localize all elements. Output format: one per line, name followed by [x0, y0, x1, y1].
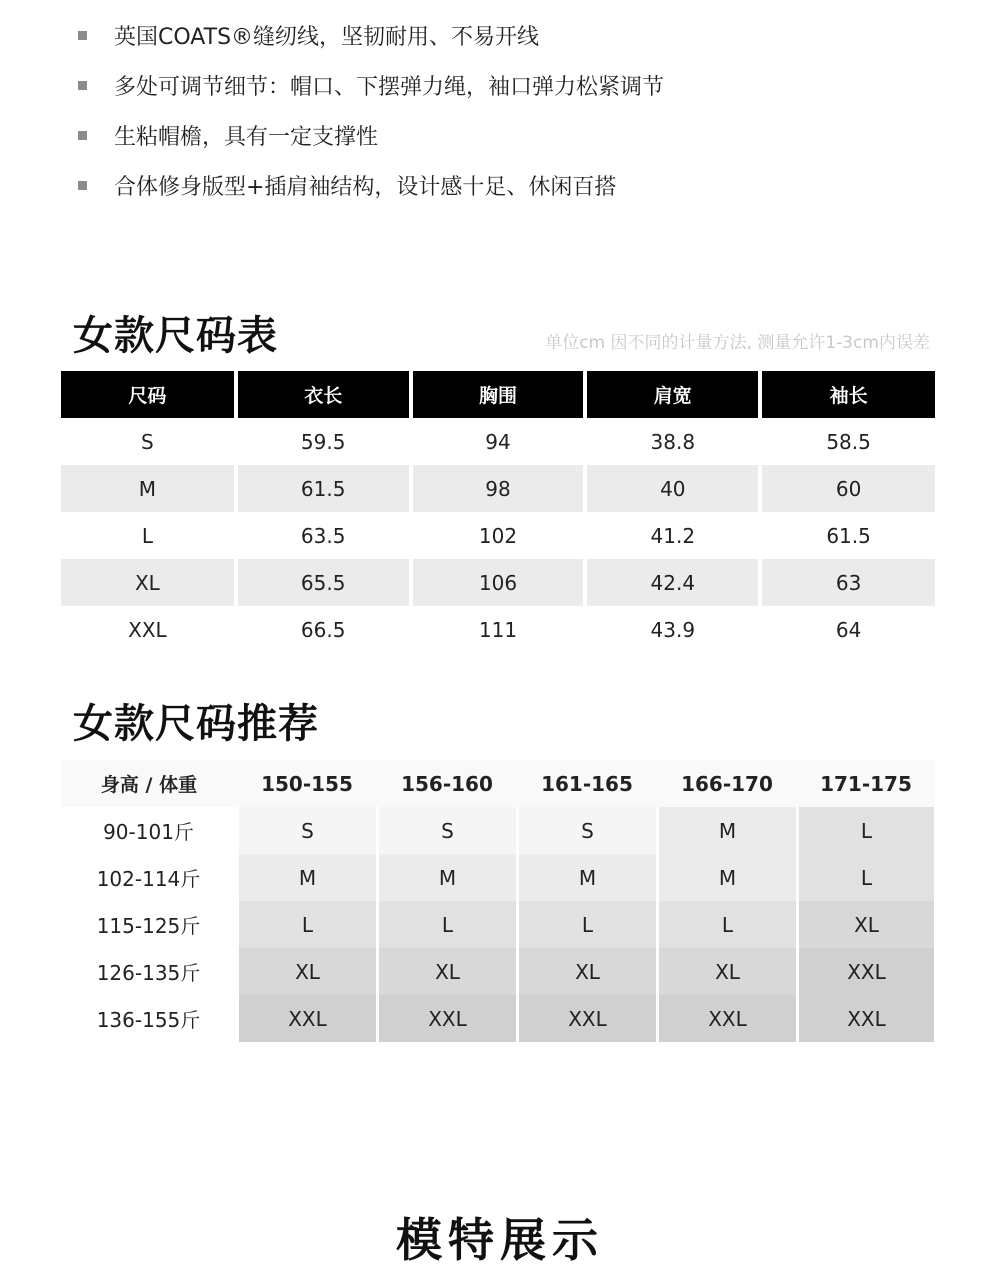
size-table-title: 女款尺码表	[73, 313, 278, 359]
size-cell: M	[377, 854, 517, 901]
square-bullet-icon	[78, 31, 87, 40]
size-cell: S	[237, 807, 377, 854]
size-cell: L	[797, 807, 935, 854]
table-cell: 42.4	[585, 559, 760, 606]
table-cell: 106	[411, 559, 586, 606]
table-row	[61, 854, 935, 901]
table-cell: XXL	[61, 606, 236, 653]
size-cell: S	[377, 807, 517, 854]
feature-text: 英国COATS®缝纫线，坚韧耐用、不易开线	[114, 24, 540, 50]
size-recommend-table	[61, 760, 935, 1042]
size-cell: L	[377, 901, 517, 948]
table-cell: 59.5	[236, 418, 411, 465]
height-header: 166-170	[657, 760, 797, 807]
table-row	[61, 418, 935, 465]
height-header: 161-165	[517, 760, 657, 807]
size-cell: XL	[237, 948, 377, 995]
table-cell: 102	[411, 512, 586, 559]
table-cell: 94	[411, 418, 586, 465]
feature-text: 合体修身版型+插肩袖结构，设计感十足、休闲百搭	[114, 174, 617, 200]
size-cell: L	[237, 901, 377, 948]
size-cell: M	[237, 854, 377, 901]
table-cell: 38.8	[585, 418, 760, 465]
height-header: 150-155	[237, 760, 377, 807]
measurement-note: 单位cm 因不同的计量方法, 测量允许1-3cm内误差	[545, 333, 930, 353]
table-cell: 41.2	[585, 512, 760, 559]
table-cell: 66.5	[236, 606, 411, 653]
header-cell: 衣长	[236, 371, 411, 418]
size-cell: XL	[797, 901, 935, 948]
table-cell: 61.5	[236, 465, 411, 512]
table-row	[61, 948, 935, 995]
header-cell: 尺码	[61, 371, 236, 418]
size-cell: L	[657, 901, 797, 948]
table-cell: 61.5	[760, 512, 935, 559]
size-cell: XL	[517, 948, 657, 995]
table-cell: S	[61, 418, 236, 465]
size-table-header-row	[61, 371, 935, 418]
size-cell: XXL	[797, 995, 935, 1042]
header-cell: 胸围	[411, 371, 586, 418]
square-bullet-icon	[78, 131, 87, 140]
feature-item	[78, 110, 958, 160]
table-row	[61, 606, 935, 653]
table-cell: L	[61, 512, 236, 559]
feature-text: 生粘帽檐，具有一定支撑性	[114, 124, 379, 150]
table-cell: 65.5	[236, 559, 411, 606]
height-header: 156-160	[377, 760, 517, 807]
table-cell: M	[61, 465, 236, 512]
table-cell: XL	[61, 559, 236, 606]
size-recommend-title: 女款尺码推荐	[73, 701, 319, 747]
size-cell: M	[657, 854, 797, 901]
height-weight-corner-label: 身高 / 体重	[61, 760, 237, 807]
table-row	[61, 995, 935, 1042]
feature-item	[78, 160, 958, 210]
size-cell: L	[797, 854, 935, 901]
size-cell: XL	[657, 948, 797, 995]
table-row	[61, 807, 935, 854]
table-cell: 98	[411, 465, 586, 512]
feature-item	[78, 10, 958, 60]
feature-item	[78, 60, 958, 110]
table-cell: 43.9	[585, 606, 760, 653]
table-row	[61, 512, 935, 559]
square-bullet-icon	[78, 181, 87, 190]
weight-label: 126-135斤	[61, 948, 237, 995]
size-table	[61, 371, 935, 653]
square-bullet-icon	[78, 81, 87, 90]
size-cell: XL	[377, 948, 517, 995]
weight-label: 136-155斤	[61, 995, 237, 1042]
size-cell: M	[657, 807, 797, 854]
table-cell: 60	[760, 465, 935, 512]
weight-label: 90-101斤	[61, 807, 237, 854]
size-cell: M	[517, 854, 657, 901]
size-cell: XXL	[657, 995, 797, 1042]
weight-label: 115-125斤	[61, 901, 237, 948]
table-cell: 64	[760, 606, 935, 653]
table-row	[61, 559, 935, 606]
table-cell: 40	[585, 465, 760, 512]
feature-text: 多处可调节细节：帽口、下摆弹力绳，袖口弹力松紧调节	[114, 74, 665, 100]
table-row	[61, 901, 935, 948]
size-cell: XXL	[237, 995, 377, 1042]
table-cell: 63.5	[236, 512, 411, 559]
weight-label: 102-114斤	[61, 854, 237, 901]
height-header: 171-175	[797, 760, 935, 807]
size-cell: XXL	[517, 995, 657, 1042]
model-display-title: 模特展示	[396, 1213, 604, 1267]
table-cell: 111	[411, 606, 586, 653]
size-cell: S	[517, 807, 657, 854]
header-cell: 袖长	[760, 371, 935, 418]
size-cell: XXL	[377, 995, 517, 1042]
feature-list	[78, 10, 958, 210]
table-row	[61, 465, 935, 512]
table-cell: 58.5	[760, 418, 935, 465]
table-cell: 63	[760, 559, 935, 606]
size-cell: XXL	[797, 948, 935, 995]
header-cell: 肩宽	[585, 371, 760, 418]
size-cell: L	[517, 901, 657, 948]
recommend-header-row	[61, 760, 935, 807]
